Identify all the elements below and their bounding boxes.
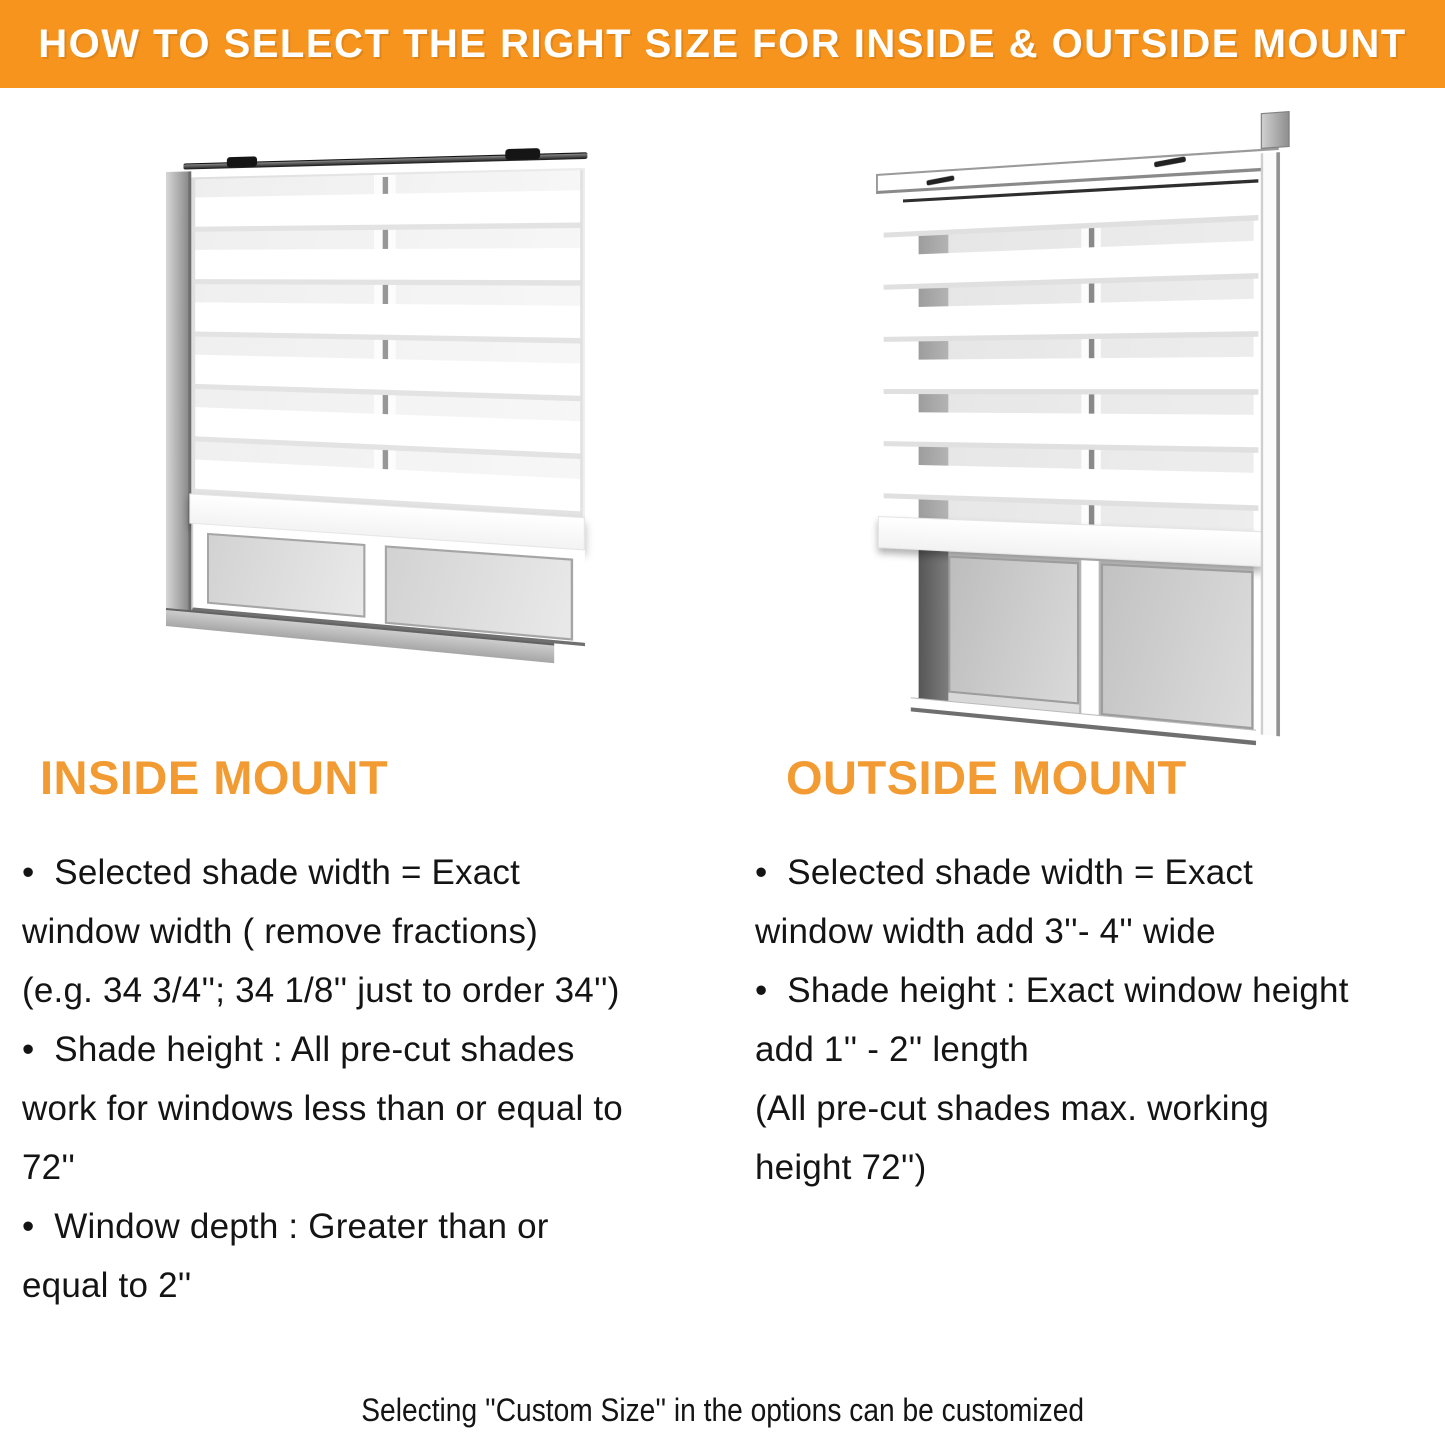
glass-pane-left — [948, 556, 1079, 705]
outside-window-panel — [876, 106, 1291, 760]
instruction-line: window width ( remove fractions) — [22, 912, 539, 951]
instruction-line: equal to 2'' — [22, 1266, 192, 1305]
glass-pane-left — [207, 533, 365, 618]
zebra-shade-bands — [195, 170, 582, 517]
outside-mount-instructions — [755, 843, 1435, 1197]
footer-note-wrap — [0, 1388, 1445, 1432]
window-center-mullion — [1079, 560, 1101, 719]
instruction-line: • Selected shade width = Exact — [22, 853, 521, 892]
instruction-line: work for windows less than or equal to — [22, 1089, 623, 1128]
inside-mount-image — [166, 148, 606, 708]
window-frame-left — [166, 171, 191, 624]
instruction-line: height 72'') — [755, 1148, 927, 1187]
instruction-line: • Shade height : Exact window height — [755, 971, 1349, 1010]
mounting-bracket — [1261, 111, 1290, 149]
banner — [0, 0, 1445, 88]
instruction-line: 72'' — [22, 1148, 76, 1187]
inside-window-panel — [166, 134, 591, 691]
zebra-shade-bands — [884, 183, 1259, 531]
banner-title: HOW TO SELECT THE RIGHT SIZE FOR INSIDE & OUTSIDE MOUNT — [38, 21, 1407, 66]
window-frame-right — [1261, 152, 1280, 736]
outside-mount-image — [876, 138, 1316, 738]
instruction-line: add 1'' - 2'' length — [755, 1030, 1029, 1069]
mounting-clip-icon — [227, 156, 257, 167]
outside-mount-heading: OUTSIDE MOUNT — [786, 751, 1187, 804]
instruction-line: • Shade height : All pre-cut shades — [22, 1030, 575, 1069]
inside-mount-heading: INSIDE MOUNT — [40, 751, 389, 804]
instruction-line: • Selected shade width = Exact — [755, 853, 1254, 892]
instruction-line: (All pre-cut shades max. working — [755, 1089, 1270, 1128]
instruction-line: (e.g. 34 3/4''; 34 1/8'' just to order 34'') — [22, 971, 620, 1010]
mounting-clip-icon — [505, 148, 540, 160]
inside-mount-instructions — [22, 843, 732, 1315]
glass-pane-right — [385, 545, 573, 640]
instruction-line: window width add 3''- 4'' wide — [755, 912, 1216, 951]
footer-note: Selecting ''Custom Size'' in the options can be customized — [361, 1391, 1084, 1428]
instruction-line: • Window depth : Greater than or — [22, 1207, 549, 1246]
glass-pane-right — [1101, 563, 1254, 729]
